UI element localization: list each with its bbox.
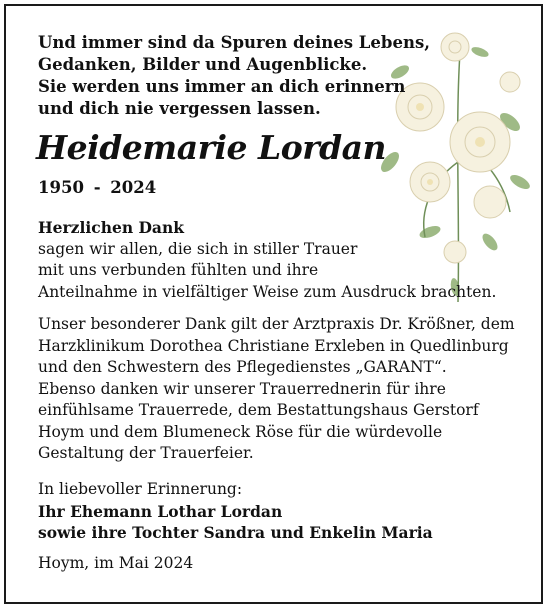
thanks-line: Anteilnahme in vielfältiger Weise zum Ausdruck brachten. (38, 282, 497, 301)
memorial-poem (38, 32, 430, 120)
memory-signature (38, 479, 518, 544)
poem-line: Gedanken, Bilder und Augenblicke. (38, 55, 368, 74)
date-separator: - (93, 178, 101, 197)
birth-year: 1950 (38, 178, 84, 197)
place-date: Hoym, im Mai 2024 (38, 554, 194, 572)
deceased-name: Heidemarie Lordan (36, 128, 387, 167)
poem-line: Sie werden uns immer an dich erinnern (38, 77, 406, 96)
life-dates (38, 178, 156, 197)
husband-name: Ihr Ehemann Lothar Lordan (38, 501, 283, 521)
family-names: sowie ihre Tochter Sandra und Enkelin Maria (38, 523, 433, 542)
poem-line: Und immer sind da Spuren deines Lebens, (38, 33, 430, 52)
poem-line: und dich nie vergessen lassen. (38, 99, 321, 118)
special-line: Hoym und dem Blumeneck Röse für die würdevolle (38, 422, 443, 441)
special-line: Unser besonderer Dank gilt der Arztpraxis Dr. Krößner, dem (38, 315, 515, 333)
thanks-line: sagen wir allen, die sich in stiller Trauer (38, 239, 358, 258)
memory-intro: In liebevoller Erinnerung: (38, 480, 243, 498)
special-line: Ebenso danken wir unserer Trauerrednerin für ihre (38, 379, 446, 398)
special-thanks-paragraph (38, 314, 518, 465)
special-line: und den Schwestern des Pflegedienstes „GARANT“. (38, 358, 447, 376)
special-line: Gestaltung der Trauerfeier. (38, 444, 254, 462)
thanks-paragraph (38, 217, 518, 303)
special-line: einfühlsame Trauerrede, dem Bestattungshaus Gerstorf (38, 401, 479, 419)
thanks-heading: Herzlichen Dank (38, 218, 184, 237)
thanks-line: mit uns verbunden fühlten und ihre (38, 261, 319, 279)
death-year: 2024 (110, 178, 157, 197)
special-line: Harzklinikum Dorothea Christiane Erxleben in Quedlinburg (38, 336, 509, 355)
